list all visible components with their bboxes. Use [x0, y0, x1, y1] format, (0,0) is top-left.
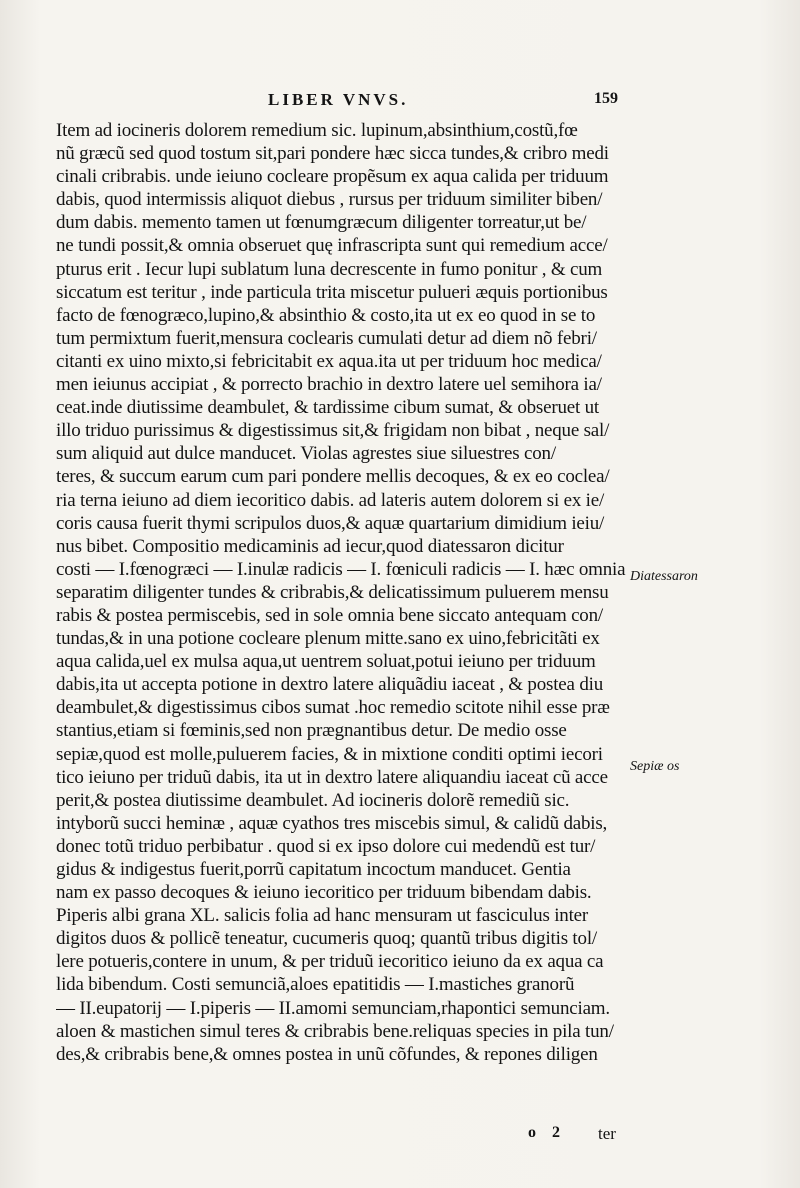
text-line: perit,& postea diutissime deambulet. Ad iocineris dolorẽ remediũ sic.	[56, 789, 570, 811]
text-line: gidus & indigestus fuerit,porrũ capitatum incoctum manducet. Gentia	[56, 859, 571, 880]
page-footer	[0, 1124, 800, 1146]
text-line: illo triduo purissimus & digestissimus sit,& frigidam non bibat , neque sal/	[56, 420, 610, 442]
text-line: sum aliquid aut dulce manducet. Violas agrestes siue siluestres con/	[56, 443, 556, 465]
page-number: 159	[594, 90, 618, 107]
text-line: sepiæ,quod est molle,puluerem facies, & in mixtione conditi optimi iecori	[56, 743, 603, 765]
text-line: nam ex passo decoques & ieiuno iecoritico per triduum bibendam dabis.	[56, 882, 592, 904]
text-line: lida bibendum. Costi semunciã,aloes epatitidis — I.mastiches granorũ	[56, 974, 575, 996]
text-line: pturus erit . Iecur lupi sublatum luna decrescente in fumo ponitur , & cum	[56, 258, 603, 280]
text-line: intyborũ succi heminæ , aquæ cyathos tres miscebis simul, & calidũ dabis,	[56, 812, 608, 834]
running-head	[0, 90, 800, 112]
text-line: coris causa fuerit thymi scripulos duos,& aquæ quartarium dimidium ieiu/	[56, 512, 605, 534]
text-line: digitos duos & pollicẽ teneatur, cucumeris quoq; quantũ tribus digitis tol/	[56, 928, 597, 950]
margin-note-sepiae-os: Sepiæ os	[630, 759, 680, 774]
text-line: dum dabis. memento tamen ut fœnumgræcum diligenter torreatur,ut be/	[56, 212, 587, 234]
text-line: lere potueris,contere in unum, & per triduũ iecoritico ieiuno da ex aqua ca	[56, 951, 604, 973]
text-line: tico ieiuno per triduũ dabis, ita ut in dextro latere aliquandiu iaceat cũ acce	[56, 766, 608, 788]
text-line: teres, & succum earum cum pari pondere mellis decoques, & ex eo coclea/	[56, 466, 610, 488]
text-line: tum permixtum fuerit,mensura coclearis cumulati detur ad diem nõ febri/	[56, 327, 597, 349]
signature-mark: o 2	[528, 1124, 566, 1141]
text-line: costi — I.fœnogræci — I.inulæ radicis — I. fœniculi radicis — I. hæc omnia	[56, 558, 626, 580]
text-line: Item ad iocineris dolorem remedium sic. lupinum,absinthium,costũ,fœ	[56, 120, 578, 141]
margin-note-diatessaron: Diatessaron	[630, 569, 698, 584]
text-line: des,& cribrabis bene,& omnes postea in unũ cõfundes, & repones diligen	[56, 1043, 598, 1065]
text-line: Piperis albi grana XL. salicis folia ad hanc mensuram ut fasciculus inter	[56, 905, 589, 927]
text-line: — II.eupatorij — I.piperis — II.amomi semunciam,rhapontici semunciam.	[56, 997, 610, 1019]
text-line: facto de fœnogræco,lupino,& absinthio & costo,ita ut ex eo quod in se to	[56, 304, 596, 326]
catchword: ter	[598, 1124, 616, 1143]
text-line: donec totũ triduo perbibatur . quod si ex ipso dolore cui medendũ est tur/	[56, 835, 596, 857]
text-line: dabis, quod intermissis aliquot diebus , rursus per triduum similiter biben/	[56, 189, 603, 211]
text-line: deambulet,& digestissimus cibos sumat .hoc remedio scitote nihil esse præ	[56, 697, 610, 719]
text-line: cinali cribrabis. unde ieiuno cocleare propẽsum ex aqua calida per triduum	[56, 166, 609, 188]
text-line: ne tundi possit,& omnia obseruet quę infrascripta sunt qui remedium acce/	[56, 235, 608, 257]
text-line: aqua calida,uel ex mulsa aqua,ut uentrem soluat,potui ieiuno per triduum	[56, 651, 596, 673]
text-line: separatim diligenter tundes & cribrabis,& delicatissimum puluerem mensu	[56, 581, 609, 603]
text-line: aloen & mastichen simul teres & cribrabis bene.reliquas species in pila tun/	[56, 1020, 614, 1042]
text-line: men ieiunus accipiat , & porrecto brachio in dextro latere uel semihora ia/	[56, 374, 602, 396]
text-line: dabis,ita ut accepta potione in dextro latere aliquãdiu iaceat , & postea diu	[56, 674, 604, 696]
text-line: nũ græcũ sed quod tostum sit,pari pondere hæc sicca tundes,& cribro medi	[56, 143, 609, 165]
text-line: siccatum est teritur , inde particula trita miscetur pulueri æquis portionibus	[56, 281, 608, 303]
text-line: ria terna ieiuno ad diem iecoritico dabis. ad lateris autem dolorem si ex ie/	[56, 489, 605, 511]
text-line: nus bibet. Compositio medicaminis ad iecur,quod diatessaron dicitur	[56, 535, 564, 557]
main-text-block	[56, 119, 636, 1066]
text-line: citanti ex uino mixto,si febricitabit ex aqua.ita ut per triduum hoc medica/	[56, 350, 602, 372]
text-line: ceat.inde diutissime deambulet, & tardissime cibum sumat, & obseruet ut	[56, 397, 600, 419]
running-title: LIBER VNVS.	[268, 90, 409, 109]
text-line: tundas,& in una potione cocleare plenum mitte.sano ex uino,febricitãti ex	[56, 628, 600, 650]
text-line: stantius,etiam si fœminis,sed non prægnantibus detur. De medio osse	[56, 720, 567, 742]
text-line: rabis & postea permiscebis, sed in sole omnia bene siccato antequam con/	[56, 604, 603, 626]
